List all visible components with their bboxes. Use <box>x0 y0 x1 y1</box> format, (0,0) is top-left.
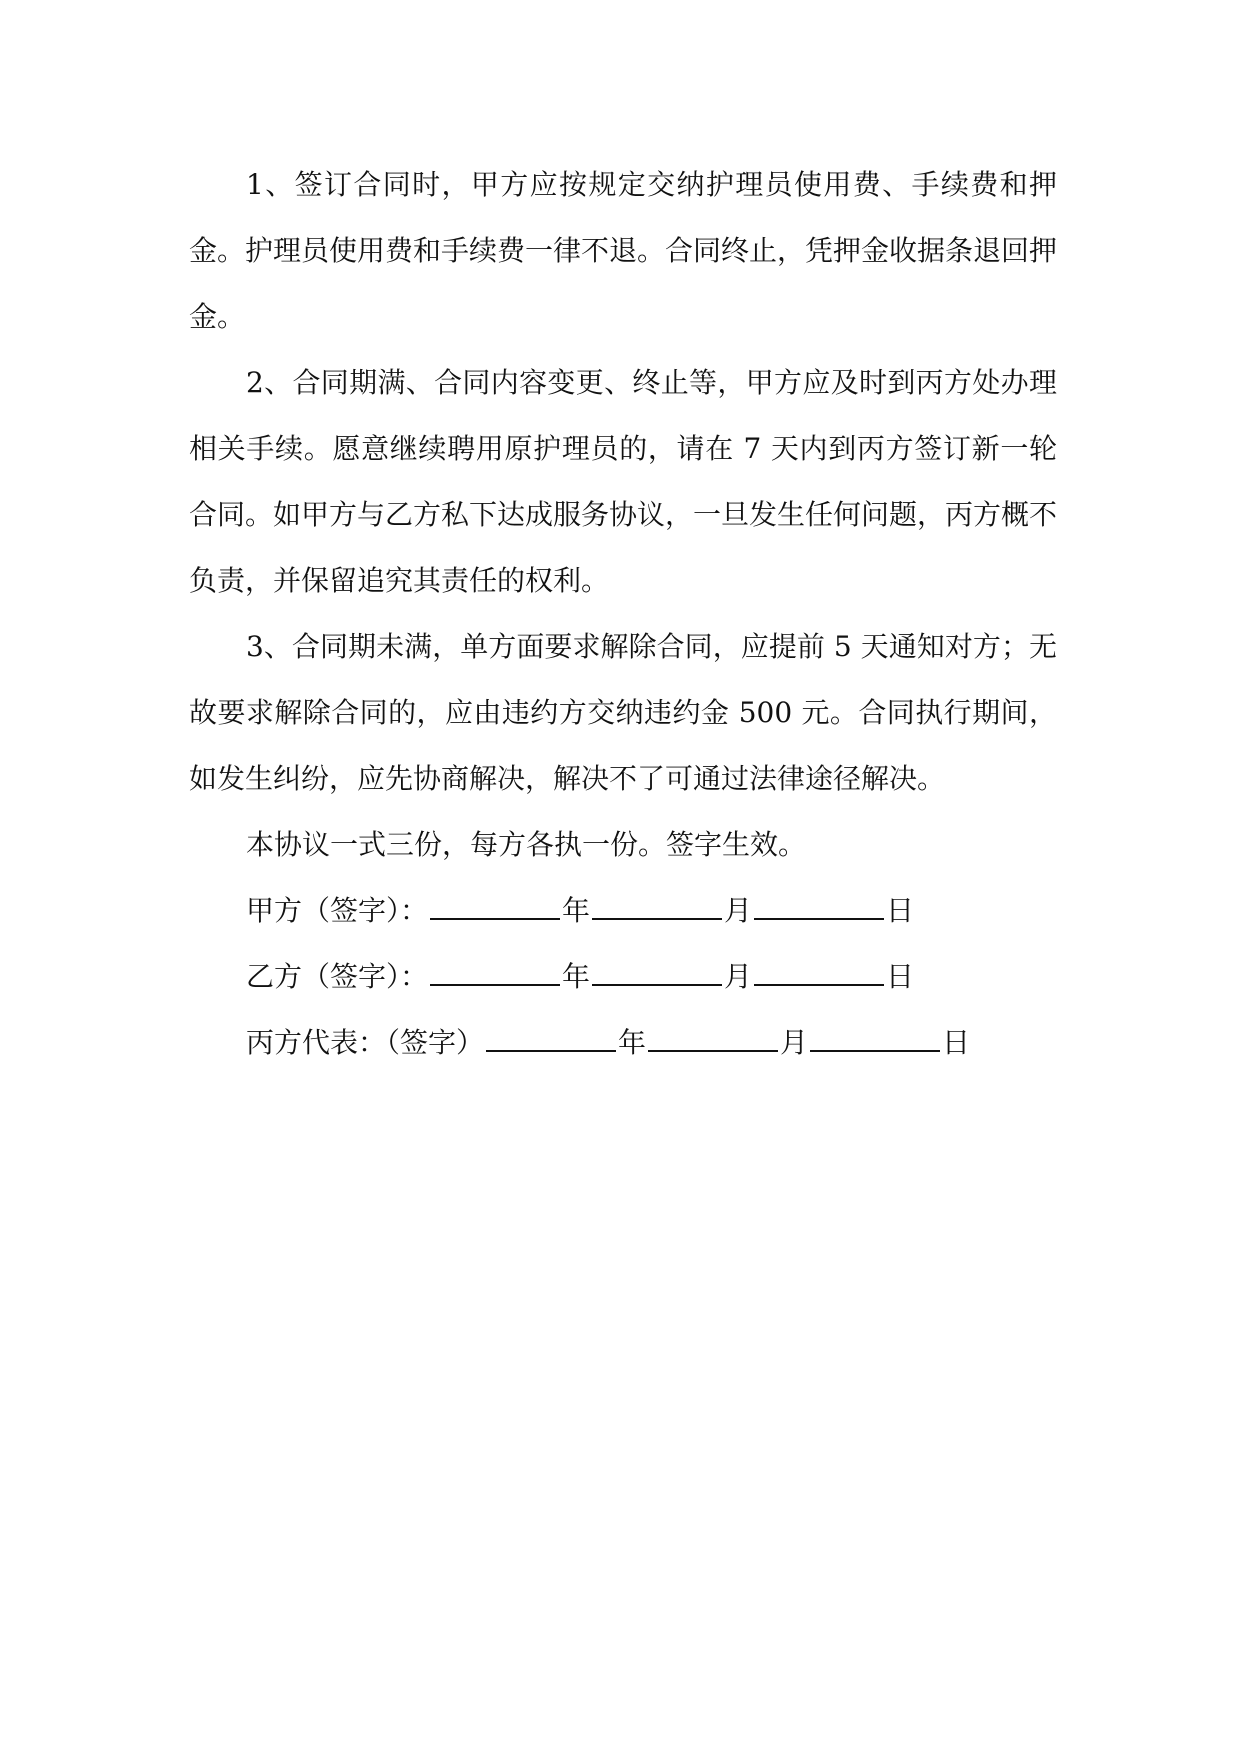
year-label: 年 <box>562 894 591 927</box>
signature-label: 丙方代表：（签字） <box>246 1026 485 1059</box>
month-blank <box>810 1049 940 1052</box>
year-label: 年 <box>562 960 591 993</box>
signature-line-party-c <box>189 1010 1057 1076</box>
signature-line-party-b <box>189 944 1057 1010</box>
month-blank <box>754 983 884 986</box>
day-label: 日 <box>886 894 915 927</box>
year-blank <box>648 1049 778 1052</box>
year-blank <box>592 917 722 920</box>
signature-label: 甲方（签字）： <box>246 894 429 927</box>
signature-blank <box>430 983 560 986</box>
clause-2: 2、合同期满、合同内容变更、终止等，甲方应及时到丙方处办理相关手续。愿意继续聘用原护理员的，请在 7 天内到丙方签订新一轮合同。如甲方与乙方私下达成服务协议，一旦发生任何问题，丙方概不负责，并保留追究其责任的权利。 <box>189 366 1058 597</box>
clause-1: 1、签订合同时，甲方应按规定交纳护理员使用费、手续费和押金。护理员使用费和手续费一律不退。合同终止，凭押金收据条退回押金。 <box>189 168 1058 333</box>
signature-line-party-a <box>189 878 1057 944</box>
year-blank <box>592 983 722 986</box>
day-label: 日 <box>942 1026 971 1059</box>
contract-body <box>189 152 1057 1076</box>
month-label: 月 <box>724 894 753 927</box>
month-label: 月 <box>724 960 753 993</box>
month-label: 月 <box>780 1026 809 1059</box>
signature-blank <box>430 917 560 920</box>
day-label: 日 <box>886 960 915 993</box>
month-blank <box>754 917 884 920</box>
signature-label: 乙方（签字）： <box>246 960 429 993</box>
clause-3: 3、合同期未满，单方面要求解除合同，应提前 5 天通知对方；无故要求解除合同的，应由违约方交纳违约金 500 元。合同执行期间，如发生纠纷，应先协商解决，解决不了可通过法律途径解决。 <box>189 630 1057 795</box>
year-label: 年 <box>618 1026 647 1059</box>
signature-blank <box>486 1049 616 1052</box>
copies-statement: 本协议一式三份，每方各执一份。签字生效。 <box>246 828 807 861</box>
